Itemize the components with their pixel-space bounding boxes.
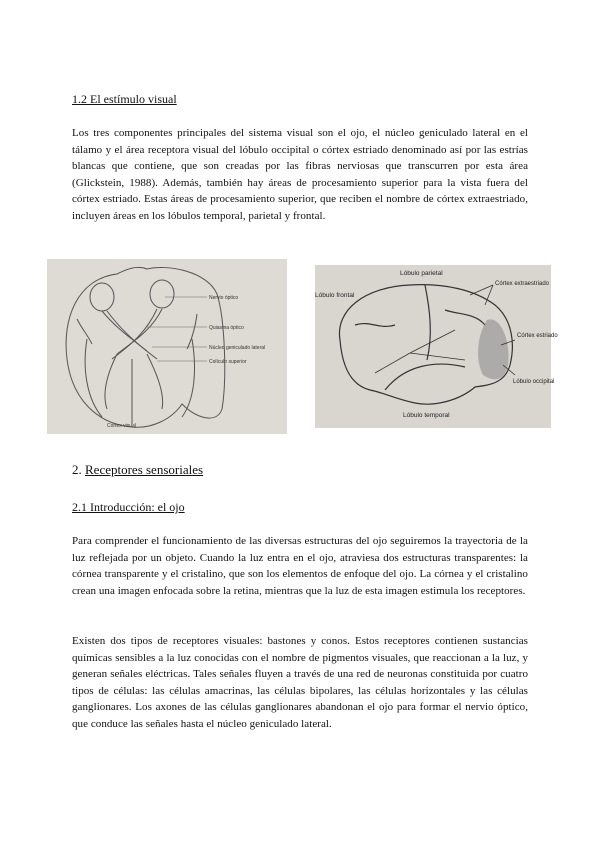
section-heading-2 (72, 462, 203, 478)
label-temporal-lobe: Lóbulo temporal (403, 412, 450, 419)
section-2-number: 2. (72, 462, 82, 477)
striate-cortex-shading (478, 319, 508, 379)
label-striate-cortex: Córtex estriado (517, 333, 558, 339)
label-extrastriate-cortex (495, 281, 550, 287)
label-superior-colliculus: Colículo superior (209, 359, 247, 365)
paragraph-receptors: Existen dos tipos de receptores visuales: bastones y conos. Estos receptores contienen sustancias químicas sensibles a la luz conocidas con el nombre de pigmentos visuales, que reaccionan a la luz, y generan señales eléctricas. Tales señales fluyen a través de una red de neuronas constituida por cuatro tipos de células: las células amacrinas, las células bipolares, las células horizontales y las células ganglionares. Los axones de las células ganglionares abandonan el ojo para formar el nervio óptico, que conduce las señales hasta el núcleo geniculado lateral. (72, 635, 528, 730)
section-2-title: Receptores sensoriales (85, 462, 204, 477)
paragraph-eye-intro: Para comprender el funcionamiento de las diversas estructuras del ojo seguiremos la trayectoria de la luz reflejada por un objeto. Cuando la luz entra en el ojo, atraviesa dos estructuras transparentes: la córnea transparente y el cristalino, que son los elementos de enfoque del ojo. La córnea y el cristalino crean una imagen enfocada sobre la retina, mientras que la luz de esta imagen estimula los receptores. (72, 535, 528, 597)
label-frontal-lobe: Lóbulo frontal (315, 292, 355, 299)
label-lateral-geniculate: Núcleo geniculado lateral (209, 345, 266, 351)
label-occipital-lobe: Lóbulo occipital (513, 379, 555, 385)
label-extrastriate-cortex-text: Córtex extraestriado (495, 281, 550, 287)
section-heading-2-1: 2.1 Introducción: el ojo (72, 500, 185, 514)
label-visual-cortex: Córtex visual (107, 423, 136, 429)
label-parietal-lobe: Lóbulo parietal (400, 270, 443, 277)
paragraph-visual-stimulus: Los tres componentes principales del sistema visual son el ojo, el núcleo geniculado lateral en el tálamo y el área receptora visual del lóbulo occipital o córtex estriado denominado así por las estrías blancas que contiene, que son creadas por las fibras nerviosas que transcurren por esta área (Glickstein, 1988). Además, también hay áreas de procesamiento superior para la vista fuera del córtex estriado. Estas áreas de procesamiento superior, que reciben el nombre de córtex extraestriado, incluyen áreas en los lóbulos temporal, parietal y frontal. (72, 127, 528, 222)
label-optic-chiasm: Quiasma óptico (209, 325, 244, 331)
figure-visual-pathway (47, 259, 287, 434)
label-optic-nerve: Nervio óptico (209, 295, 239, 301)
section-heading-1-2: 1.2 El estímulo visual (72, 92, 177, 106)
figure-brain-lobes (315, 265, 558, 428)
brain-underside-drawing (66, 267, 225, 427)
